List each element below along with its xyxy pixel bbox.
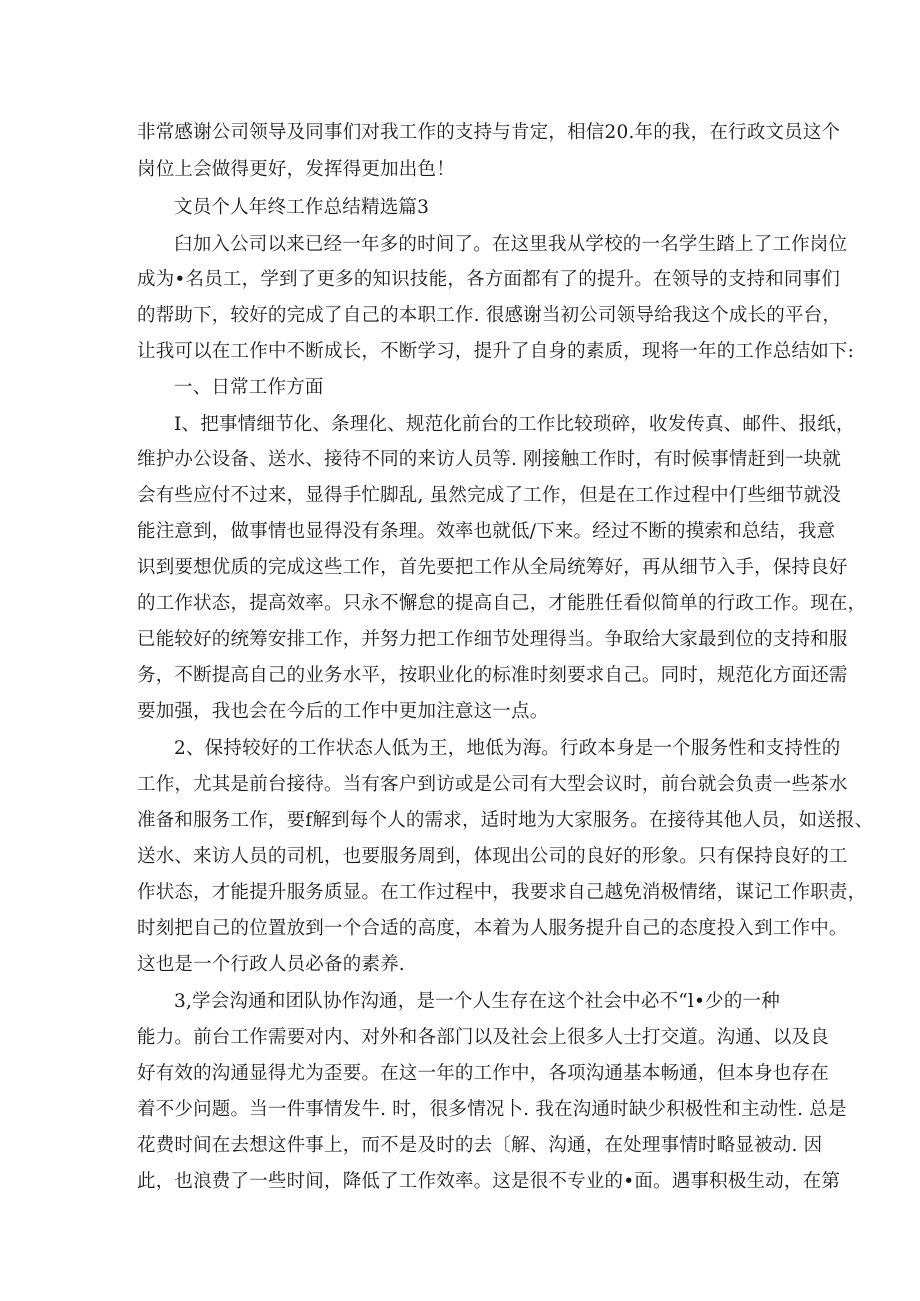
para2-line-4: 能注意到，做事情也显得没有条理。效率也就低/下来。经过不断的摸索和总结，我意 xyxy=(137,521,836,542)
para2-line-6: 的工作状态，提高效率。只永不懈怠的提高自己，才能胜任看似简单的行政工作。现在， xyxy=(137,593,867,614)
para3-line-2: 工作，尤其是前台接待。当有客户到访或是公司有大型会议时，前台就会负责一些茶水 xyxy=(137,774,848,795)
para3-line-1: 2、保持较好的工作状态人低为王，地低为海。行政本身是一个服务性和支持性的 xyxy=(174,738,841,759)
para4-line-5: 花费时间在去想这件事上，而不是及时的去〔解、沟通，在处理事情时略显被动. 因 xyxy=(137,1135,823,1156)
para2-line-8: 务，不断提高自己的业务水平，按职业化的标准时刻要求自己。同时，规范化方面还需 xyxy=(137,665,848,686)
para2-line-5: 识到要想优质的完成这些工作，首先要把工作从全局统筹好，再从细节入手，保持良好 xyxy=(137,557,848,578)
para3-line-3: 准备和服务工作，要f解到每个人的需求，适时地为大家服务。在接待其他人员，如送报、 xyxy=(137,810,874,831)
para1-line-2: 成为•名员工，学到了更多的知识技能，各方面都有了的提升。在领导的支持和同事们 xyxy=(137,269,841,290)
para3-line-5: 作状态，才能提升服务质显。在工作过程中，我要求自己越免消极情绪，谋记工作职责， xyxy=(137,882,867,903)
para3-line-7: 这也是一个行政人员必备的素养. xyxy=(137,954,405,975)
subsection-title: 一、日常工作方面 xyxy=(174,377,324,398)
section-heading: 文员个人年终工作总结精选篇3 xyxy=(174,197,430,218)
para4-line-1: 3,学会沟通和团队协作沟通，是一个人生存在这个社会中必不“l•少的一种 xyxy=(174,991,780,1012)
para3-line-6: 时刻把自己的位置放到一个合适的高度，本着为人服务提升自己的态度投入到工作中。 xyxy=(137,918,848,939)
para2-line-9: 要加强，我也会在今后的工作中更加注意这一点。 xyxy=(137,701,549,722)
para2-line-1: I、把事情细节化、条理化、规范化前台的工作比较琐碎，收发传真、邮件、报纸， xyxy=(174,414,855,435)
para2-line-2: 维护办公设备、送水、接待不同的来访人员等. 刚接触工作时，有时候事情赶到一块就 xyxy=(137,449,842,470)
para2-line-3: 会有些应付不过来，显得手忙脚乱, 虽然完成了工作，但是在工作过程中仃些细节就没 xyxy=(137,485,842,506)
para4-line-4: 着不少问题。当一件事情发牛. 时，很多情况卜. 我在沟通时缺少积极性和主动性. 总是 xyxy=(137,1099,847,1120)
para3-line-4: 送水、来访人员的司机，也要服务周到，体现出公司的良好的形象。只有保持良好的工 xyxy=(137,846,848,867)
intro-line-2: 岗位上会做得更好，发挥得更加出色！ xyxy=(137,159,455,180)
para1-line-3: 的帮助下，较好的完成了自己的本职工作. 很感谢当初公司领导给我这个成长的平台， xyxy=(137,305,842,326)
para1-line-1: 臼加入公司以来已经一年多的时间了。在这里我从学校的一名学生踏上了工作岗位 xyxy=(174,234,848,255)
para2-line-7: 已能较好的统筹安排工作，并努力把工作细节处理得当。争取给大家最到位的支持和服 xyxy=(137,629,848,650)
para4-line-6: 此，也浪费了一些时间，降低了工作效率。这是很不专业的•面。遇事积极生动，在第 xyxy=(137,1171,841,1192)
para4-line-3: 好有效的沟通显得尤为歪要。在这一年的工作中，各项沟通基本畅通，但本身也存在 xyxy=(137,1063,829,1084)
intro-line-1: 非常感谢公司领导及同事们对我工作的支持与肯定，相信20.年的我，在行政文员这个 xyxy=(137,122,841,143)
para4-line-2: 能力。前台工作需要对内、对外和各部门以及社会上很多人士打交道。沟通、以及良 xyxy=(137,1027,829,1048)
para1-line-4: 让我可以在工作中不断成长，不断学习，提升了自身的素质，现将一年的工作总结如下: xyxy=(137,341,855,362)
